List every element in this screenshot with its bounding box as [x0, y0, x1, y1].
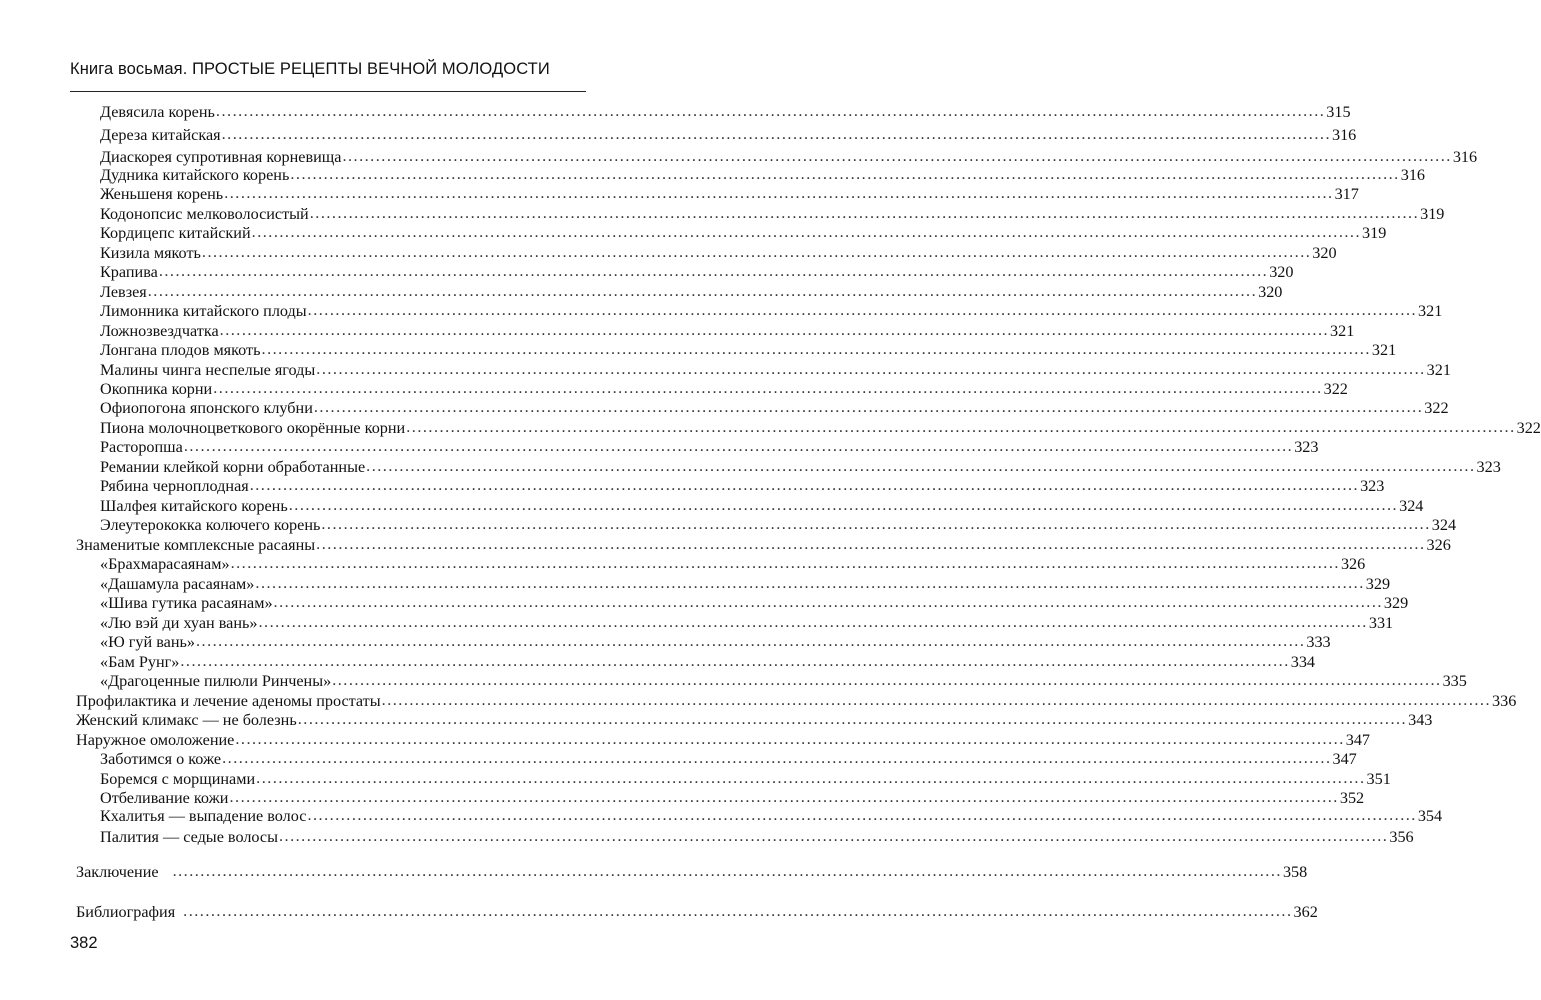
leader-dots: ........................................................................................................................................................................................................	[229, 788, 1339, 806]
toc-section	[76, 730, 1371, 750]
toc-entry-title: Палития — седые волосы	[100, 828, 278, 846]
toc-entry	[100, 418, 1541, 438]
toc-section	[76, 710, 1433, 730]
toc-section	[76, 862, 1308, 882]
toc-entry-title: «Бам Рунг»	[100, 653, 180, 671]
leader-dots: ........................................................................................................................................................................................................	[235, 730, 1345, 748]
leader-dots: ........................................................................................................................................................................................................	[251, 223, 1362, 241]
toc-section-title: Знаменитые комплексные расаяны	[76, 536, 316, 554]
toc-entry	[100, 360, 1451, 380]
toc-entry-title: Боремся с морщинами	[100, 770, 256, 788]
toc-entry-page: 319	[1362, 224, 1387, 242]
leader-dots: ........................................................................................................................................................................................................	[183, 437, 1294, 455]
toc-entry-title: «Дашамула расаянам»	[100, 575, 255, 593]
leader-dots: ........................................................................................................................................................................................................	[316, 360, 1426, 378]
leader-dots: ........................................................................................................................................................................................................	[172, 862, 1282, 880]
leader-dots: ........................................................................................................................................................................................................	[366, 457, 1476, 475]
toc-entry	[100, 165, 1425, 185]
toc-entry	[100, 398, 1449, 418]
toc-entry	[100, 574, 1391, 594]
leader-dots: ........................................................................................................................................................................................................	[278, 827, 1389, 845]
toc-section-page: 347	[1345, 731, 1371, 749]
toc-entry-page: 322	[1516, 419, 1541, 437]
leader-dots: ........................................................................................................................................................................................................	[255, 574, 1365, 592]
toc-entry-page: 320	[1258, 283, 1283, 301]
toc-entry-title: Женьшеня корень	[100, 185, 224, 203]
toc-section-page: 343	[1408, 711, 1433, 729]
toc-section-title: Библиография	[76, 903, 176, 921]
toc-entry-page: 316	[1400, 166, 1425, 184]
leader-dots: ........................................................................................................................................................................................................	[309, 204, 1420, 222]
toc-entry	[100, 340, 1397, 360]
toc-section	[76, 902, 1318, 922]
page-number: 382	[70, 934, 98, 952]
toc-entry-page: 351	[1366, 770, 1391, 788]
toc-entry-page: 334	[1290, 653, 1316, 671]
toc-entry	[100, 613, 1394, 633]
leader-dots: ........................................................................................................................................................................................................	[224, 184, 1334, 202]
toc-entry-page: 331	[1368, 614, 1394, 632]
leader-dots: ........................................................................................................................................................................................................	[158, 262, 1269, 280]
leader-dots: ........................................................................................................................................................................................................	[215, 102, 1326, 120]
toc-section-title: Наружное омоложение	[76, 731, 235, 749]
toc-entry-page: 347	[1332, 750, 1357, 768]
toc-entry-title: Кхалитья — выпадение волос	[100, 807, 307, 825]
toc-entry-page: 321	[1418, 302, 1443, 320]
toc-entry-title: Дудника китайского корень	[100, 166, 290, 184]
toc-entry-title: Окопника корни	[100, 380, 213, 398]
toc-entry	[100, 476, 1385, 496]
leader-dots: ........................................................................................................................................................................................................	[249, 476, 1360, 494]
toc-entry-title: Ложнозвездчатка	[100, 322, 219, 340]
toc-entry	[100, 184, 1359, 204]
leader-dots: ........................................................................................................................................................................................................	[332, 671, 1442, 689]
toc-entry-title: Офиопогона японского клубни	[100, 399, 313, 417]
toc-entry	[100, 262, 1294, 282]
toc-entry-page: 316	[1452, 148, 1478, 166]
toc-section	[76, 535, 1451, 555]
toc-entry-page: 323	[1476, 458, 1501, 476]
toc-entry-title: Пиона молочноцветкового окорённые корни	[100, 419, 406, 437]
toc-entry-page: 354	[1417, 807, 1443, 825]
toc-entry	[100, 437, 1319, 457]
toc-entry	[100, 243, 1337, 263]
toc-entry	[100, 632, 1331, 652]
leader-dots: ........................................................................................................................................................................................................	[258, 613, 1368, 631]
toc-entry	[100, 102, 1351, 122]
toc-entry-title: Расторопша	[100, 438, 183, 456]
leader-dots: ........................................................................................................................................................................................................	[219, 321, 1330, 339]
toc-entry-title: «Лю вэй ди хуан вань»	[100, 614, 258, 632]
leader-dots: ........................................................................................................................................................................................................	[221, 125, 1331, 143]
leader-dots: ........................................................................................................................................................................................................	[342, 147, 1452, 165]
toc-entry-title: Рябина черноплодная	[100, 477, 249, 495]
toc-entry-page: 315	[1326, 103, 1351, 121]
toc-entry	[100, 515, 1457, 535]
toc-entry-title: «Драгоценные пилюли Ринчены»	[100, 672, 332, 690]
toc-entry-title: Элеутерококка колючего корень	[100, 516, 321, 534]
toc-entry-page: 324	[1431, 516, 1457, 534]
toc-entry-title: Крапива	[100, 263, 158, 281]
toc-entry-page: 316	[1331, 126, 1357, 144]
toc-entry-title: Кизила мякоть	[100, 244, 201, 262]
toc-entry	[100, 593, 1409, 613]
toc-entry-title: Ремании клейкой корни обработанные	[100, 458, 366, 476]
leader-dots: ........................................................................................................................................................................................................	[180, 652, 1290, 670]
toc-entry-title: Отбеливание кожи	[100, 789, 229, 807]
toc-entry-page: 321	[1371, 341, 1397, 359]
toc-entry	[100, 301, 1443, 321]
toc-entry-page: 329	[1383, 594, 1409, 612]
toc-section-page: 358	[1282, 863, 1308, 881]
toc-entry	[100, 671, 1467, 691]
toc-section-title: Женский климакс — не болезнь	[76, 711, 297, 729]
toc-entry-page: 322	[1323, 380, 1348, 398]
toc-entry-page: 324	[1399, 497, 1424, 515]
toc-entry	[100, 652, 1316, 672]
leader-dots: ........................................................................................................................................................................................................	[195, 632, 1306, 650]
toc-section-page: 362	[1293, 903, 1318, 921]
leader-dots: ........................................................................................................................................................................................................	[290, 165, 1400, 183]
toc-entry-page: 320	[1269, 263, 1294, 281]
leader-dots: ........................................................................................................................................................................................................	[256, 769, 1366, 787]
toc-entry-page: 329	[1365, 575, 1391, 593]
leader-dots: ........................................................................................................................................................................................................	[147, 282, 1258, 300]
toc-entry-page: 323	[1360, 477, 1385, 495]
leader-dots: ........................................................................................................................................................................................................	[307, 301, 1418, 319]
toc-entry-title: Девясила корень	[100, 103, 215, 121]
toc-entry	[100, 806, 1443, 826]
toc-entry-page: 322	[1424, 399, 1449, 417]
toc-entry-page: 356	[1389, 828, 1414, 846]
toc-entry-title: Лонгана плодов мякоть	[100, 341, 261, 359]
toc-section	[76, 691, 1517, 711]
toc-entry	[100, 554, 1366, 574]
toc-entry	[100, 496, 1424, 516]
leader-dots: ........................................................................................................................................................................................................	[307, 806, 1417, 824]
toc-section-title: Заключение	[76, 863, 159, 881]
toc-entry-page: 319	[1420, 205, 1445, 223]
toc-entry-title: «Ю гуй вань»	[100, 633, 195, 651]
leader-dots: ........................................................................................................................................................................................................	[406, 418, 1516, 436]
toc-entry-page: 321	[1426, 361, 1451, 379]
toc-entry-page: 321	[1330, 322, 1355, 340]
toc-entry	[100, 125, 1357, 145]
running-header: Книга восьмая. ПРОСТЫЕ РЕЦЕПТЫ ВЕЧНОЙ МОЛОДОСТИ	[70, 60, 550, 78]
toc-entry-title: Кодонопсис мелковолосистый	[100, 205, 309, 223]
toc-entry	[100, 204, 1445, 224]
toc-entry-title: Шалфея китайского корень	[100, 497, 288, 515]
toc-entry-page: 317	[1334, 185, 1359, 203]
toc-entry-page: 335	[1442, 672, 1467, 690]
toc-entry-title: Дереза китайская	[100, 126, 221, 144]
toc-section-page: 326	[1426, 536, 1451, 554]
leader-dots: ........................................................................................................................................................................................................	[297, 710, 1408, 728]
toc-entry-page: 320	[1312, 244, 1337, 262]
toc-entry	[100, 827, 1414, 847]
toc-entry	[100, 379, 1348, 399]
toc-entry	[100, 749, 1357, 769]
toc-entry	[100, 321, 1355, 341]
leader-dots: ........................................................................................................................................................................................................	[201, 243, 1312, 261]
toc-entry-title: Левзея	[100, 283, 147, 301]
toc-entry-page: 326	[1340, 555, 1366, 573]
toc-entry	[100, 769, 1391, 789]
leader-dots: ........................................................................................................................................................................................................	[381, 691, 1492, 709]
leader-dots: ........................................................................................................................................................................................................	[261, 340, 1371, 358]
toc-entry-title: Кордицепс китайский	[100, 224, 251, 242]
toc-entry	[100, 457, 1501, 477]
toc-entry-page: 352	[1339, 789, 1365, 807]
leader-dots: ........................................................................................................................................................................................................	[230, 554, 1340, 572]
toc-entry-title: Диаскорея супротивная корневища	[100, 148, 342, 166]
toc-entry-title: «Брахмарасаянам»	[100, 555, 230, 573]
leader-dots: ........................................................................................................................................................................................................	[321, 515, 1431, 533]
toc-section-page: 336	[1492, 692, 1517, 710]
leader-dots: ........................................................................................................................................................................................................	[273, 593, 1383, 611]
toc-entry-title: Малины чинга неспелые ягоды	[100, 361, 316, 379]
toc-entry	[100, 223, 1387, 243]
toc-entry-page: 323	[1294, 438, 1319, 456]
toc-entry-title: Лимонника китайского плоды	[100, 302, 307, 320]
toc-entry	[100, 282, 1283, 302]
leader-dots: ........................................................................................................................................................................................................	[316, 535, 1426, 553]
toc-entry-title: Заботимся о коже	[100, 750, 222, 768]
leader-dots: ........................................................................................................................................................................................................	[313, 398, 1424, 416]
leader-dots: ........................................................................................................................................................................................................	[222, 749, 1332, 767]
toc-section-title: Профилактика и лечение аденомы простаты	[76, 692, 381, 710]
header-rule	[70, 91, 586, 92]
leader-dots: ........................................................................................................................................................................................................	[183, 902, 1293, 920]
toc-entry-title: «Шива гутика расаянам»	[100, 594, 273, 612]
toc-entry-page: 333	[1306, 633, 1331, 651]
leader-dots: ........................................................................................................................................................................................................	[213, 379, 1323, 397]
leader-dots: ........................................................................................................................................................................................................	[288, 496, 1399, 514]
